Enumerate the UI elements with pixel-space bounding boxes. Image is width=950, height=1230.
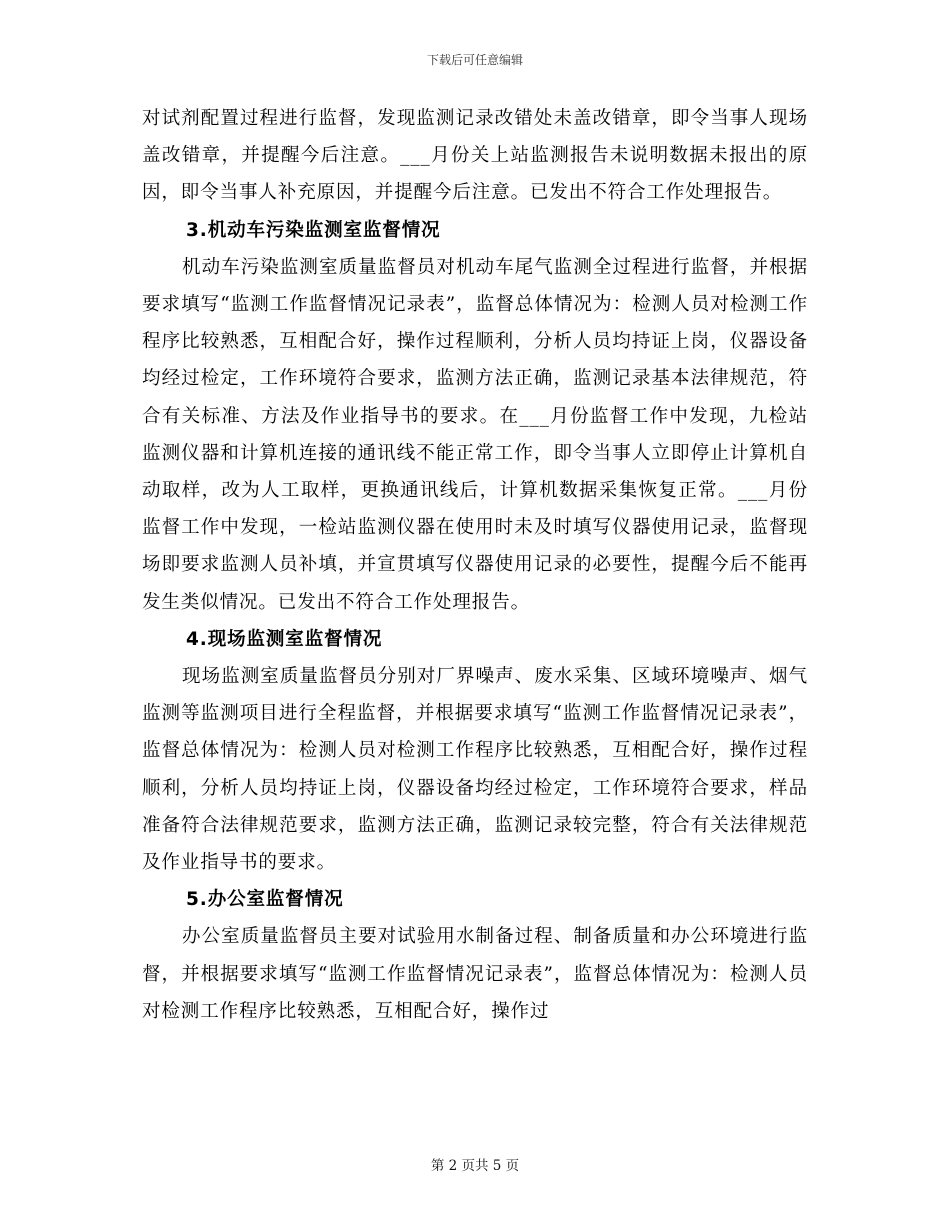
page-footer: 第 2 页共 5 页 <box>430 1158 520 1174</box>
paragraph-office: 办公室质量监督员主要对试验用水制备过程、制备质量和办公环境进行监督，并根据要求填写“监测工作监督情况记录表”，监督总体情况为：检测人员对检测工作程序比较熟悉，互相配合好，操作过 <box>142 926 808 1022</box>
section-heading-field-lab: 4.现场监测室监督情况 <box>186 628 383 650</box>
paragraph-reagent-supervision: 对试剂配置过程进行监督，发现监测记录改错处未盖改错章，即令当事人现场盖改错章，并提醒今后注意。___月份关上站监测报告未说明数据未报出的原因，即令当事人补充原因，并提醒今后注意。已发出不符合工作处理报告。 <box>142 108 808 204</box>
section-heading-office: 5.办公室监督情况 <box>186 889 344 911</box>
page-header: 下载后可任意编辑 <box>426 53 523 67</box>
paragraph-field-lab: 现场监测室质量监督员分别对厂界噪声、废水采集、区域环境噪声、烟气监测等监测项目进行全程监督，并根据要求填写“监测工作监督情况记录表”，监督总体情况为：检测人员对检测工作程序比较熟悉，互相配合好，操作过程顺利，分析人员均持证上岗，仪器设备均经过检定，工作环境符合要求，样品准备符合法律规范要求，监测方法正确，监测记录较完整，符合有关法律规范及作业指导书的要求。 <box>142 666 808 874</box>
paragraph-vehicle-lab: 机动车污染监测室质量监督员对机动车尾气监测全过程进行监督，并根据要求填写“监测工作监督情况记录表”，监督总体情况为：检测人员对检测工作程序比较熟悉，互相配合好，操作过程顺利，分析人员均持证上岗，仪器设备均经过检定，工作环境符合要求，监测方法正确，监测记录基本法律规范，符合有关标准、方法及作业指导书的要求。在___月份监督工作中发现，九检站监测仪器和计算机连接的通讯线不能正常工作，即令当事人立即停止计算机自动取样，改为人工取样，更换通讯线后，计算机数据采集恢复正常。___月份监督工作中发现，一检站监测仪器在使用时未及时填写仪器使用记录，监督现场即要求监测人员补填，并宣贯填写仪器使用记录的必要性，提醒今后不能再发生类似情况。已发出不符合工作处理报告。 <box>142 256 808 613</box>
section-heading-vehicle-lab: 3.机动车污染监测室监督情况 <box>186 219 441 241</box>
document-body <box>142 100 808 1030</box>
